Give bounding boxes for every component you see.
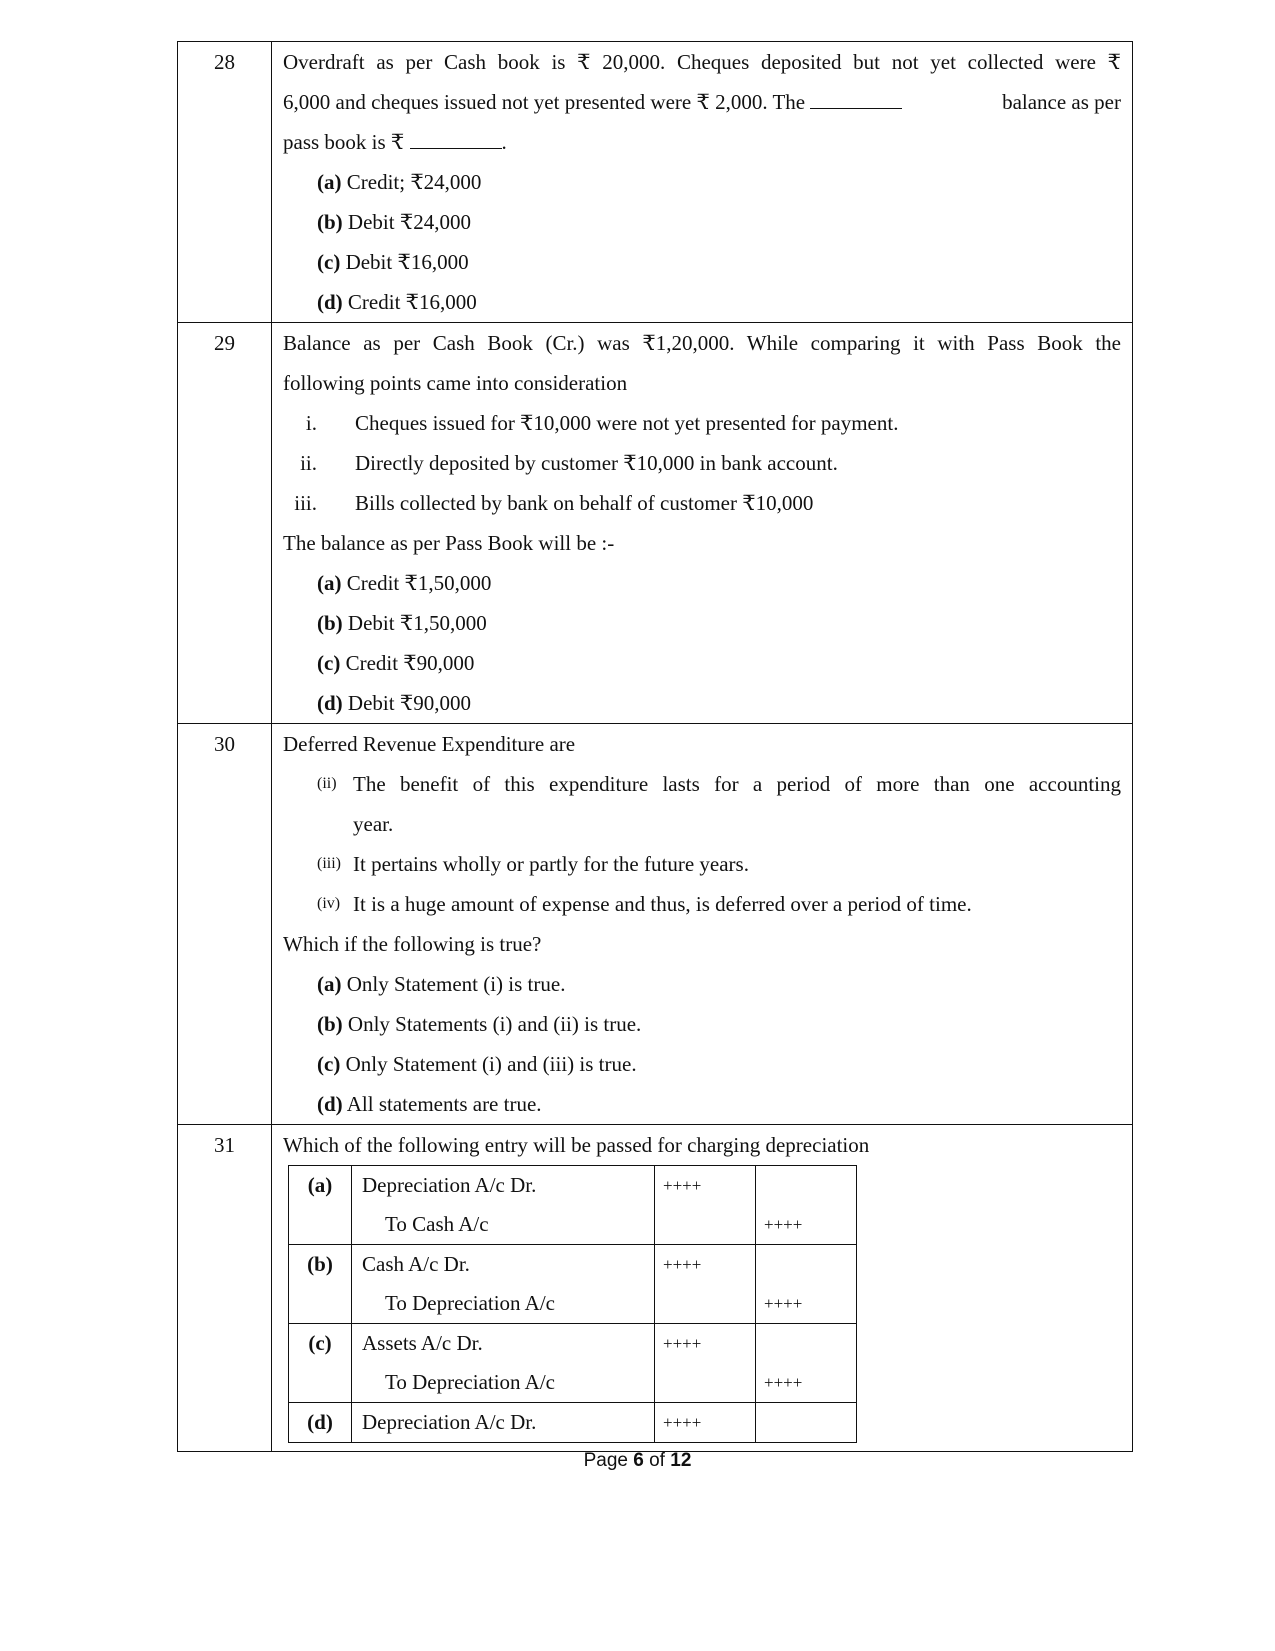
option-text: Credit ₹1,50,000: [346, 571, 492, 595]
statement-item: [283, 884, 1121, 924]
point-text: Bills collected by bank on behalf of customer ₹10,000: [355, 491, 814, 515]
question-row-31: [178, 1125, 1133, 1452]
question-text-fragment: 6,000 and cheques issued not yet presented were ₹ 2,000. The: [283, 90, 806, 114]
question-body: [272, 1125, 1133, 1452]
question-number: 28: [178, 42, 272, 323]
option-label: (d): [317, 290, 343, 314]
point-number: i.: [305, 411, 317, 435]
question-prompt: Which if the following is true?: [283, 932, 542, 956]
question-text-line: Balance as per Cash Book (Cr.) was ₹1,20,000. While comparing it with Pass Book the: [283, 331, 1121, 355]
question-text-fragment: balance as per: [1002, 90, 1121, 114]
journal-entry-c: [289, 1324, 857, 1403]
journal-entry-d: [289, 1403, 857, 1443]
question-row-28: [178, 42, 1133, 323]
statement-number: (iii): [317, 855, 341, 872]
journal-entry-b: [289, 1245, 857, 1324]
question-text-fragment: pass book is ₹: [283, 130, 405, 154]
option-text: Debit ₹1,50,000: [347, 611, 487, 635]
option-a: [283, 162, 1121, 202]
option-text: Only Statement (i) is true.: [346, 972, 566, 996]
option-label: (d): [317, 691, 343, 715]
option-label: (a): [317, 170, 342, 194]
point-text: Directly deposited by customer ₹10,000 in bank account.: [355, 451, 838, 475]
question-row-29: [178, 323, 1133, 724]
debit-amount: ++++: [663, 1334, 702, 1353]
credit-amount: ++++: [764, 1373, 803, 1392]
answer-blank: [410, 130, 502, 149]
question-text-line: following points came into consideration: [283, 371, 628, 395]
questions-table: [177, 41, 1133, 1452]
option-text: Debit ₹16,000: [345, 250, 469, 274]
statement-item: [283, 764, 1121, 804]
statement-number: (iv): [317, 895, 341, 912]
question-body: [272, 42, 1133, 323]
answer-blank: [810, 90, 902, 109]
entry-debit: Depreciation A/c Dr.: [362, 1173, 537, 1197]
point-item: [283, 483, 1121, 523]
option-a: [283, 964, 1121, 1004]
question-number: 31: [178, 1125, 272, 1452]
entry-debit: Assets A/c Dr.: [362, 1331, 483, 1355]
option-d: [283, 1084, 1121, 1124]
option-text: Only Statement (i) and (iii) is true.: [345, 1052, 637, 1076]
point-number: ii.: [300, 451, 317, 475]
option-text: Debit ₹24,000: [347, 210, 471, 234]
option-b: [283, 1004, 1121, 1044]
page-of: of: [649, 1450, 665, 1471]
point-number: iii.: [294, 491, 317, 515]
option-label: (c): [317, 651, 341, 675]
statement-number: (ii): [317, 775, 337, 792]
question-body: [272, 323, 1133, 724]
option-label: (c): [317, 250, 341, 274]
page-footer: [0, 1450, 1275, 1472]
option-label: (a): [317, 571, 342, 595]
statement-text: The benefit of this expenditure lasts for a period of more than one accounting: [353, 772, 1121, 796]
entry-label: (b): [307, 1252, 333, 1276]
question-text-line: [283, 122, 1121, 162]
page-current: 6: [633, 1450, 644, 1471]
credit-amount: ++++: [764, 1215, 803, 1234]
debit-amount: ++++: [663, 1413, 702, 1432]
option-label: (d): [317, 1092, 343, 1116]
option-text: All statements are true.: [346, 1092, 542, 1116]
option-label: (a): [317, 972, 342, 996]
question-row-30: [178, 724, 1133, 1125]
entry-debit: Depreciation A/c Dr.: [362, 1410, 537, 1434]
statement-continuation: [283, 804, 1121, 844]
question-text-line: [283, 82, 1121, 122]
option-text: Credit ₹16,000: [347, 290, 477, 314]
option-text: Credit; ₹24,000: [346, 170, 482, 194]
point-text: Cheques issued for ₹10,000 were not yet presented for payment.: [355, 411, 899, 435]
option-d: [283, 683, 1121, 723]
option-label: (b): [317, 611, 343, 635]
question-text-line: Overdraft as per Cash book is ₹ 20,000. Cheques deposited but not yet collected were ₹: [283, 50, 1121, 74]
statement-text: year.: [353, 812, 394, 836]
question-number: 29: [178, 323, 272, 724]
option-text: Credit ₹90,000: [345, 651, 475, 675]
option-label: (b): [317, 1012, 343, 1036]
option-c: [283, 242, 1121, 282]
option-text: Only Statements (i) and (ii) is true.: [347, 1012, 642, 1036]
option-b: [283, 202, 1121, 242]
entry-label: (d): [307, 1410, 333, 1434]
option-c: [283, 643, 1121, 683]
option-text: Debit ₹90,000: [347, 691, 471, 715]
option-a: [283, 563, 1121, 603]
statement-text: It is a huge amount of expense and thus, is deferred over a period of time.: [353, 892, 972, 916]
question-prompt: The balance as per Pass Book will be :-: [283, 531, 615, 555]
option-d: [283, 282, 1121, 322]
question-text-fragment: .: [501, 130, 507, 154]
point-item: [283, 403, 1121, 443]
credit-amount: ++++: [764, 1294, 803, 1313]
entry-credit: To Depreciation A/c: [385, 1291, 555, 1315]
statement-text: It pertains wholly or partly for the future years.: [353, 852, 749, 876]
journal-entries-table: [288, 1165, 857, 1443]
question-title: Deferred Revenue Expenditure are: [283, 732, 576, 756]
entry-credit: To Depreciation A/c: [385, 1370, 555, 1394]
option-b: [283, 603, 1121, 643]
point-item: [283, 443, 1121, 483]
journal-entry-a: [289, 1166, 857, 1245]
entry-label: (c): [308, 1331, 332, 1355]
debit-amount: ++++: [663, 1176, 702, 1195]
entry-debit: Cash A/c Dr.: [362, 1252, 470, 1276]
question-title: Which of the following entry will be passed for charging depreciation: [283, 1133, 870, 1157]
statement-item: [283, 844, 1121, 884]
option-label: (b): [317, 210, 343, 234]
question-number: 30: [178, 724, 272, 1125]
entry-label: (a): [307, 1173, 333, 1197]
option-c: [283, 1044, 1121, 1084]
debit-amount: ++++: [663, 1255, 702, 1274]
entry-credit: To Cash A/c: [385, 1212, 489, 1236]
option-label: (c): [317, 1052, 341, 1076]
page-label: Page: [583, 1450, 628, 1471]
page-total: 12: [670, 1450, 692, 1471]
question-body: [272, 724, 1133, 1125]
